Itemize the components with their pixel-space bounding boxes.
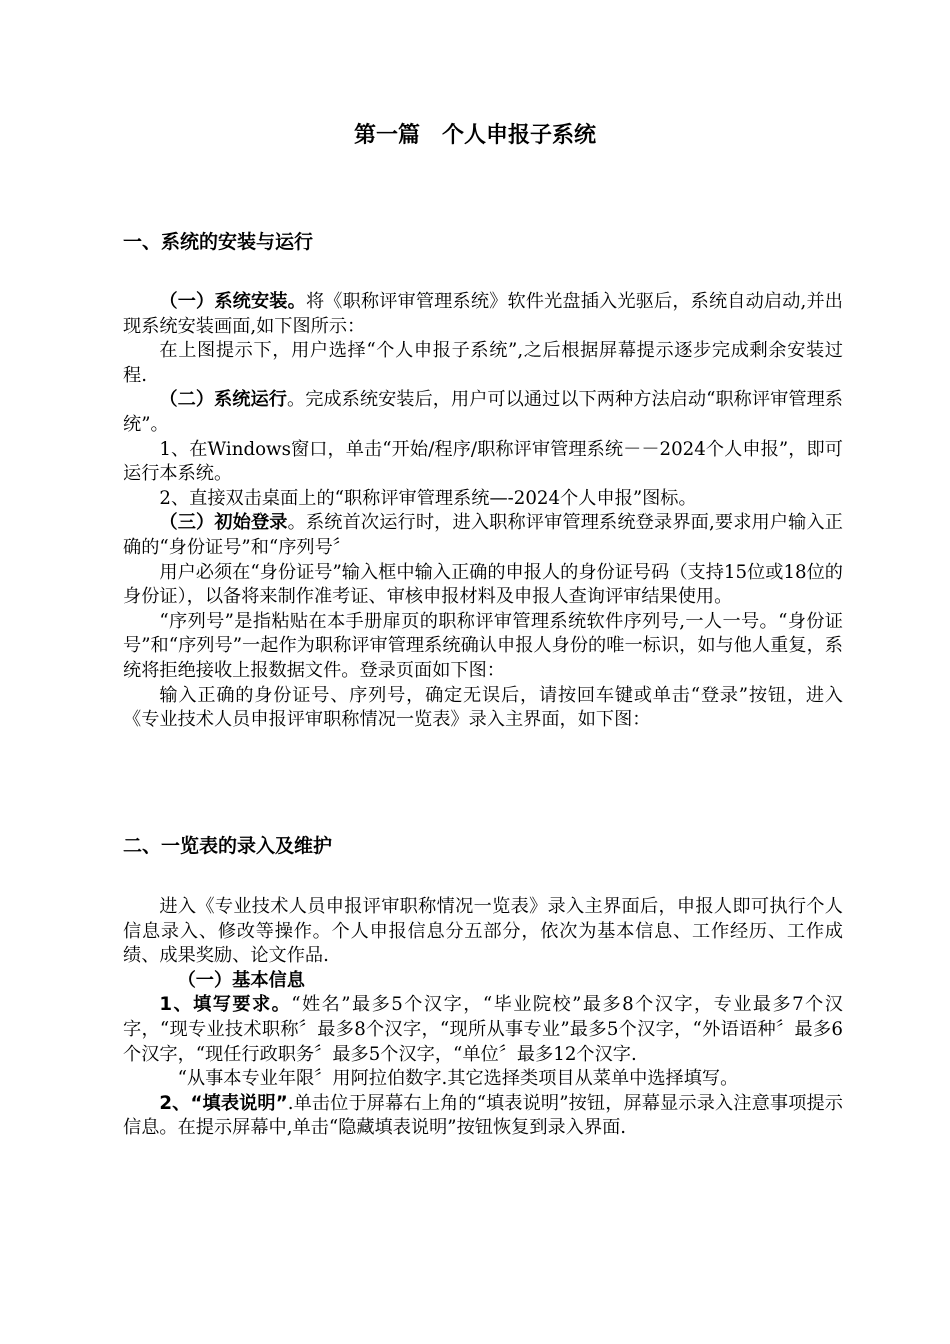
install-text: 将《职称评审管理系统》软件光盘插入光驱后，系统自动启动,并出现系统安装画面,如下图所示：	[123, 291, 843, 337]
login-text: 。系统首次运行时，进入职称评审管理系统登录界面,要求用户输入正确的“身份证号”和“序列号〞	[123, 512, 843, 558]
paragraph-run	[123, 388, 843, 437]
paragraph-overview: 进入《专业技术人员申报评审职称情况一览表》录入主界面后，申报人即可执行个人信息录入、修改等操作。个人申报信息分五部分，依次为基本信息、工作经历、工作成绩、成果奖励、论文作品.	[123, 896, 843, 967]
section2-heading: 二、一览表的录入及维护	[123, 835, 333, 857]
instructions-label: 2、“填表说明”	[159, 1092, 288, 1114]
page-title: 第一篇 个人申报子系统	[353, 123, 596, 148]
requirements-label: 1、填写要求。	[159, 994, 292, 1016]
paragraph-run-method-1: 1、在Windows窗口，单击“开始/程序/职称评审管理系统－－2024个人申报”，即可运行本系统。	[123, 438, 843, 485]
paragraph-login	[123, 511, 843, 560]
login-label: （三）初始登录	[159, 512, 288, 534]
run-label: （二）系统运行	[159, 389, 287, 411]
paragraph-serial-number: “序列号”是指粘贴在本手册扉页的职称评审管理系统软件序列号,一人一号。“身份证号”和“序列号”一起作为职称评审管理系统确认申报人身份的唯一标识，如与他人重复，系统将拒绝接收上报数据文件。登录页面如下图：	[123, 610, 843, 681]
section1-body	[123, 290, 843, 733]
section1-heading: 一、系统的安装与运行	[123, 231, 314, 253]
requirements-text: “姓名”最多5个汉字，“毕业院校”最多8个汉字，专业最多7个汉字，“现专业技术职称〞最多8个汉字，“现所从事专业”最多5个汉字，“外语语种〞最多6个汉字，“现任行政职务〞最多5个汉字，“单位〞最多12个汉字.	[123, 994, 843, 1065]
paragraph-requirements	[123, 993, 843, 1067]
subheading-basic-info	[123, 969, 843, 994]
install-label: （一）系统安装。	[159, 291, 306, 312]
paragraph-enter-main: 输入正确的身份证号、序列号，确定无误后，请按回车键或单击“登录”按钮，进入《专业技术人员申报评审职称情况一览表》录入主界面，如下图：	[123, 684, 843, 731]
paragraph-id-number: 用户必须在“身份证号”输入框中输入正确的申报人的身份证号码（支持15位或18位的身份证），以备将来制作准考证、审核申报材料及申报人查询评审结果使用。	[123, 561, 843, 608]
basic-info-label: （一）基本信息	[177, 969, 305, 991]
paragraph-install	[123, 290, 843, 339]
section2-body	[123, 895, 843, 1141]
instructions-text: .单击位于屏幕右上角的“填表说明”按钮，屏幕显示录入注意事项提示信息。在提示屏幕中,单击“隐藏填表说明”按钮恢复到录入界面.	[123, 1092, 843, 1139]
paragraph-years: “从事本专业年限〞用阿拉伯数字.其它选择类项目从菜单中选择填写。	[177, 1068, 739, 1090]
paragraph-instructions	[123, 1092, 843, 1141]
paragraph-run-method-2: 2、直接双击桌面上的“职称评审管理系统—-2024个人申报”图标。	[159, 487, 697, 509]
paragraph-install-steps: 在上图提示下，用户选择“个人申报子系统”,之后根据屏幕提示逐步完成剩余安装过程.	[123, 340, 843, 386]
run-text: 。完成系统安装后，用户可以通过以下两种方法启动“职称评审管理系统”。	[123, 389, 843, 435]
